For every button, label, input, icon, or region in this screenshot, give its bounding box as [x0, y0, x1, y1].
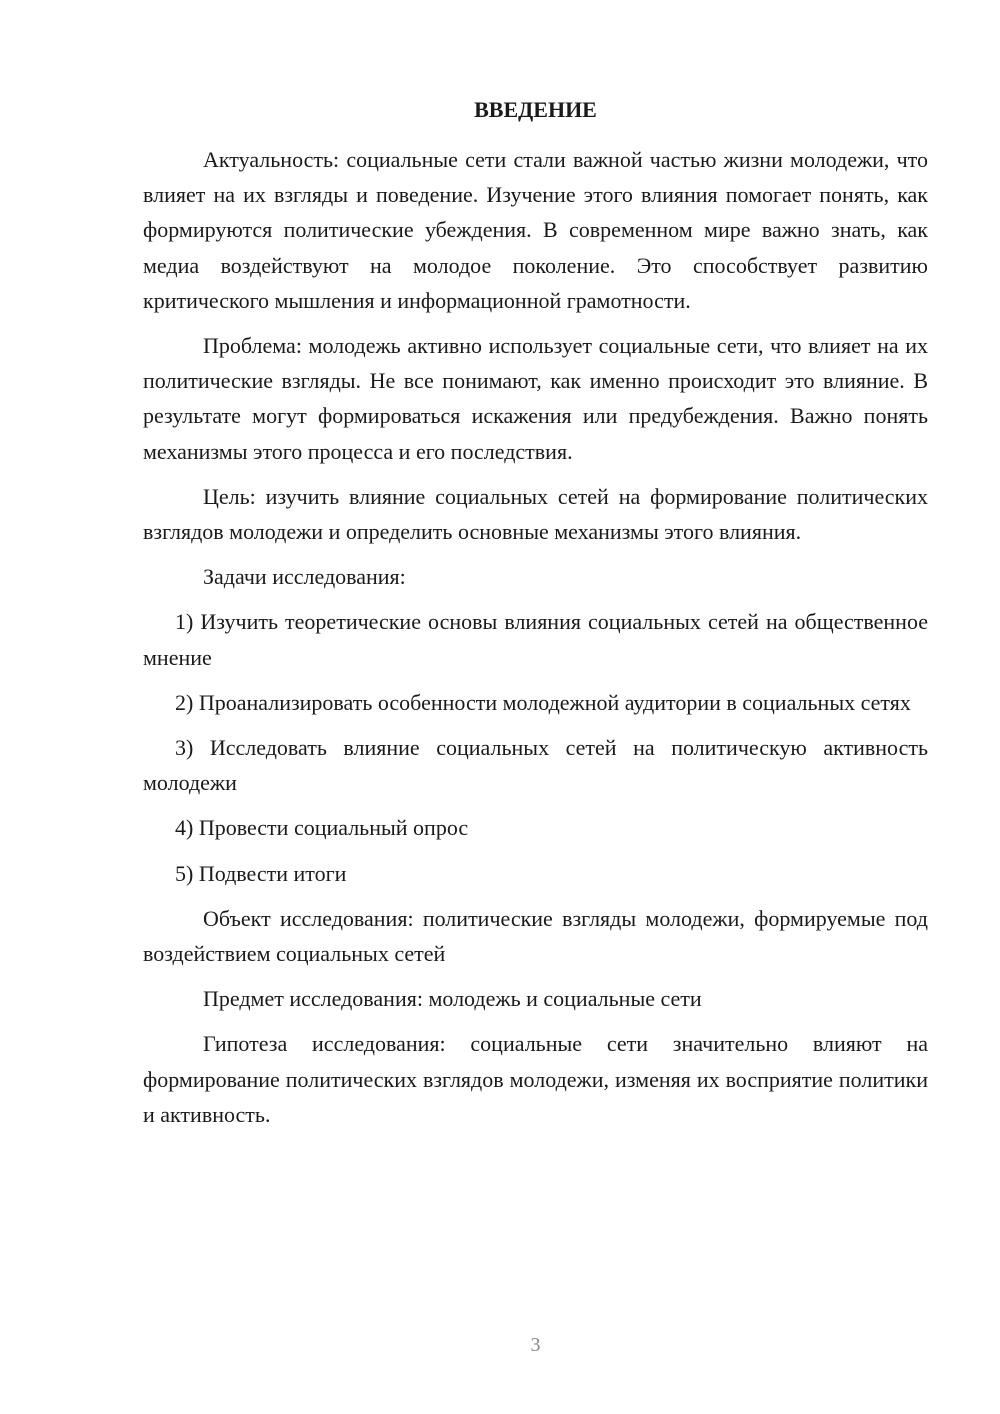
task-item-1: 1) Изучить теоретические основы влияния социальных сетей на общественное мнение — [143, 609, 928, 670]
task-item-2: 2) Проанализировать особенности молодежной аудитории в социальных сетях — [175, 689, 911, 715]
goal-paragraph: Цель: изучить влияние социальных сетей на формирование политических взглядов молодежи и определить основные механизмы этого влияния. — [143, 483, 928, 545]
hypothesis-paragraph: Гипотеза исследования: социальные сети значительно влияют на формирование политических взглядов молодежи, изменяя их восприятие политики и активность. — [143, 1031, 928, 1127]
task-item-3: 3) Исследовать влияние социальных сетей на политическую активность молодежи — [143, 735, 928, 796]
document-page — [143, 0, 928, 1414]
page-number: 3 — [530, 1334, 541, 1356]
document-body — [143, 142, 928, 1142]
tasks-heading: Задачи исследования: — [203, 564, 406, 590]
problem-paragraph: Проблема: молодежь активно использует социальные сети, что влияет на их политические взгляды. Не все понимают, как именно происходит это влияние. В результате могут формироваться искажения или предубеждения. Важно понять механизмы этого процесса и его последствия. — [143, 333, 928, 464]
subject-paragraph: Предмет исследования: молодежь и социальные сети — [203, 986, 702, 1012]
task-item-5: 5) Подвести итоги — [175, 860, 347, 886]
relevance-paragraph: Актуальность: социальные сети стали важной частью жизни молодежи, что влияет на их взгляды и поведение. Изучение этого влияния помогает понять, как формируются политические убеждения. В современном мире важно знать, как медиа воздействуют на молодое поколение. Это способствует развитию критического мышления и информационной грамотности. — [143, 147, 928, 313]
task-item-4: 4) Провести социальный опрос — [175, 815, 469, 841]
object-paragraph: Объект исследования: политические взгляды молодежи, формируемые под воздействием социальных сетей — [143, 905, 928, 967]
page-title: ВВЕДЕНИЕ — [474, 97, 597, 122]
